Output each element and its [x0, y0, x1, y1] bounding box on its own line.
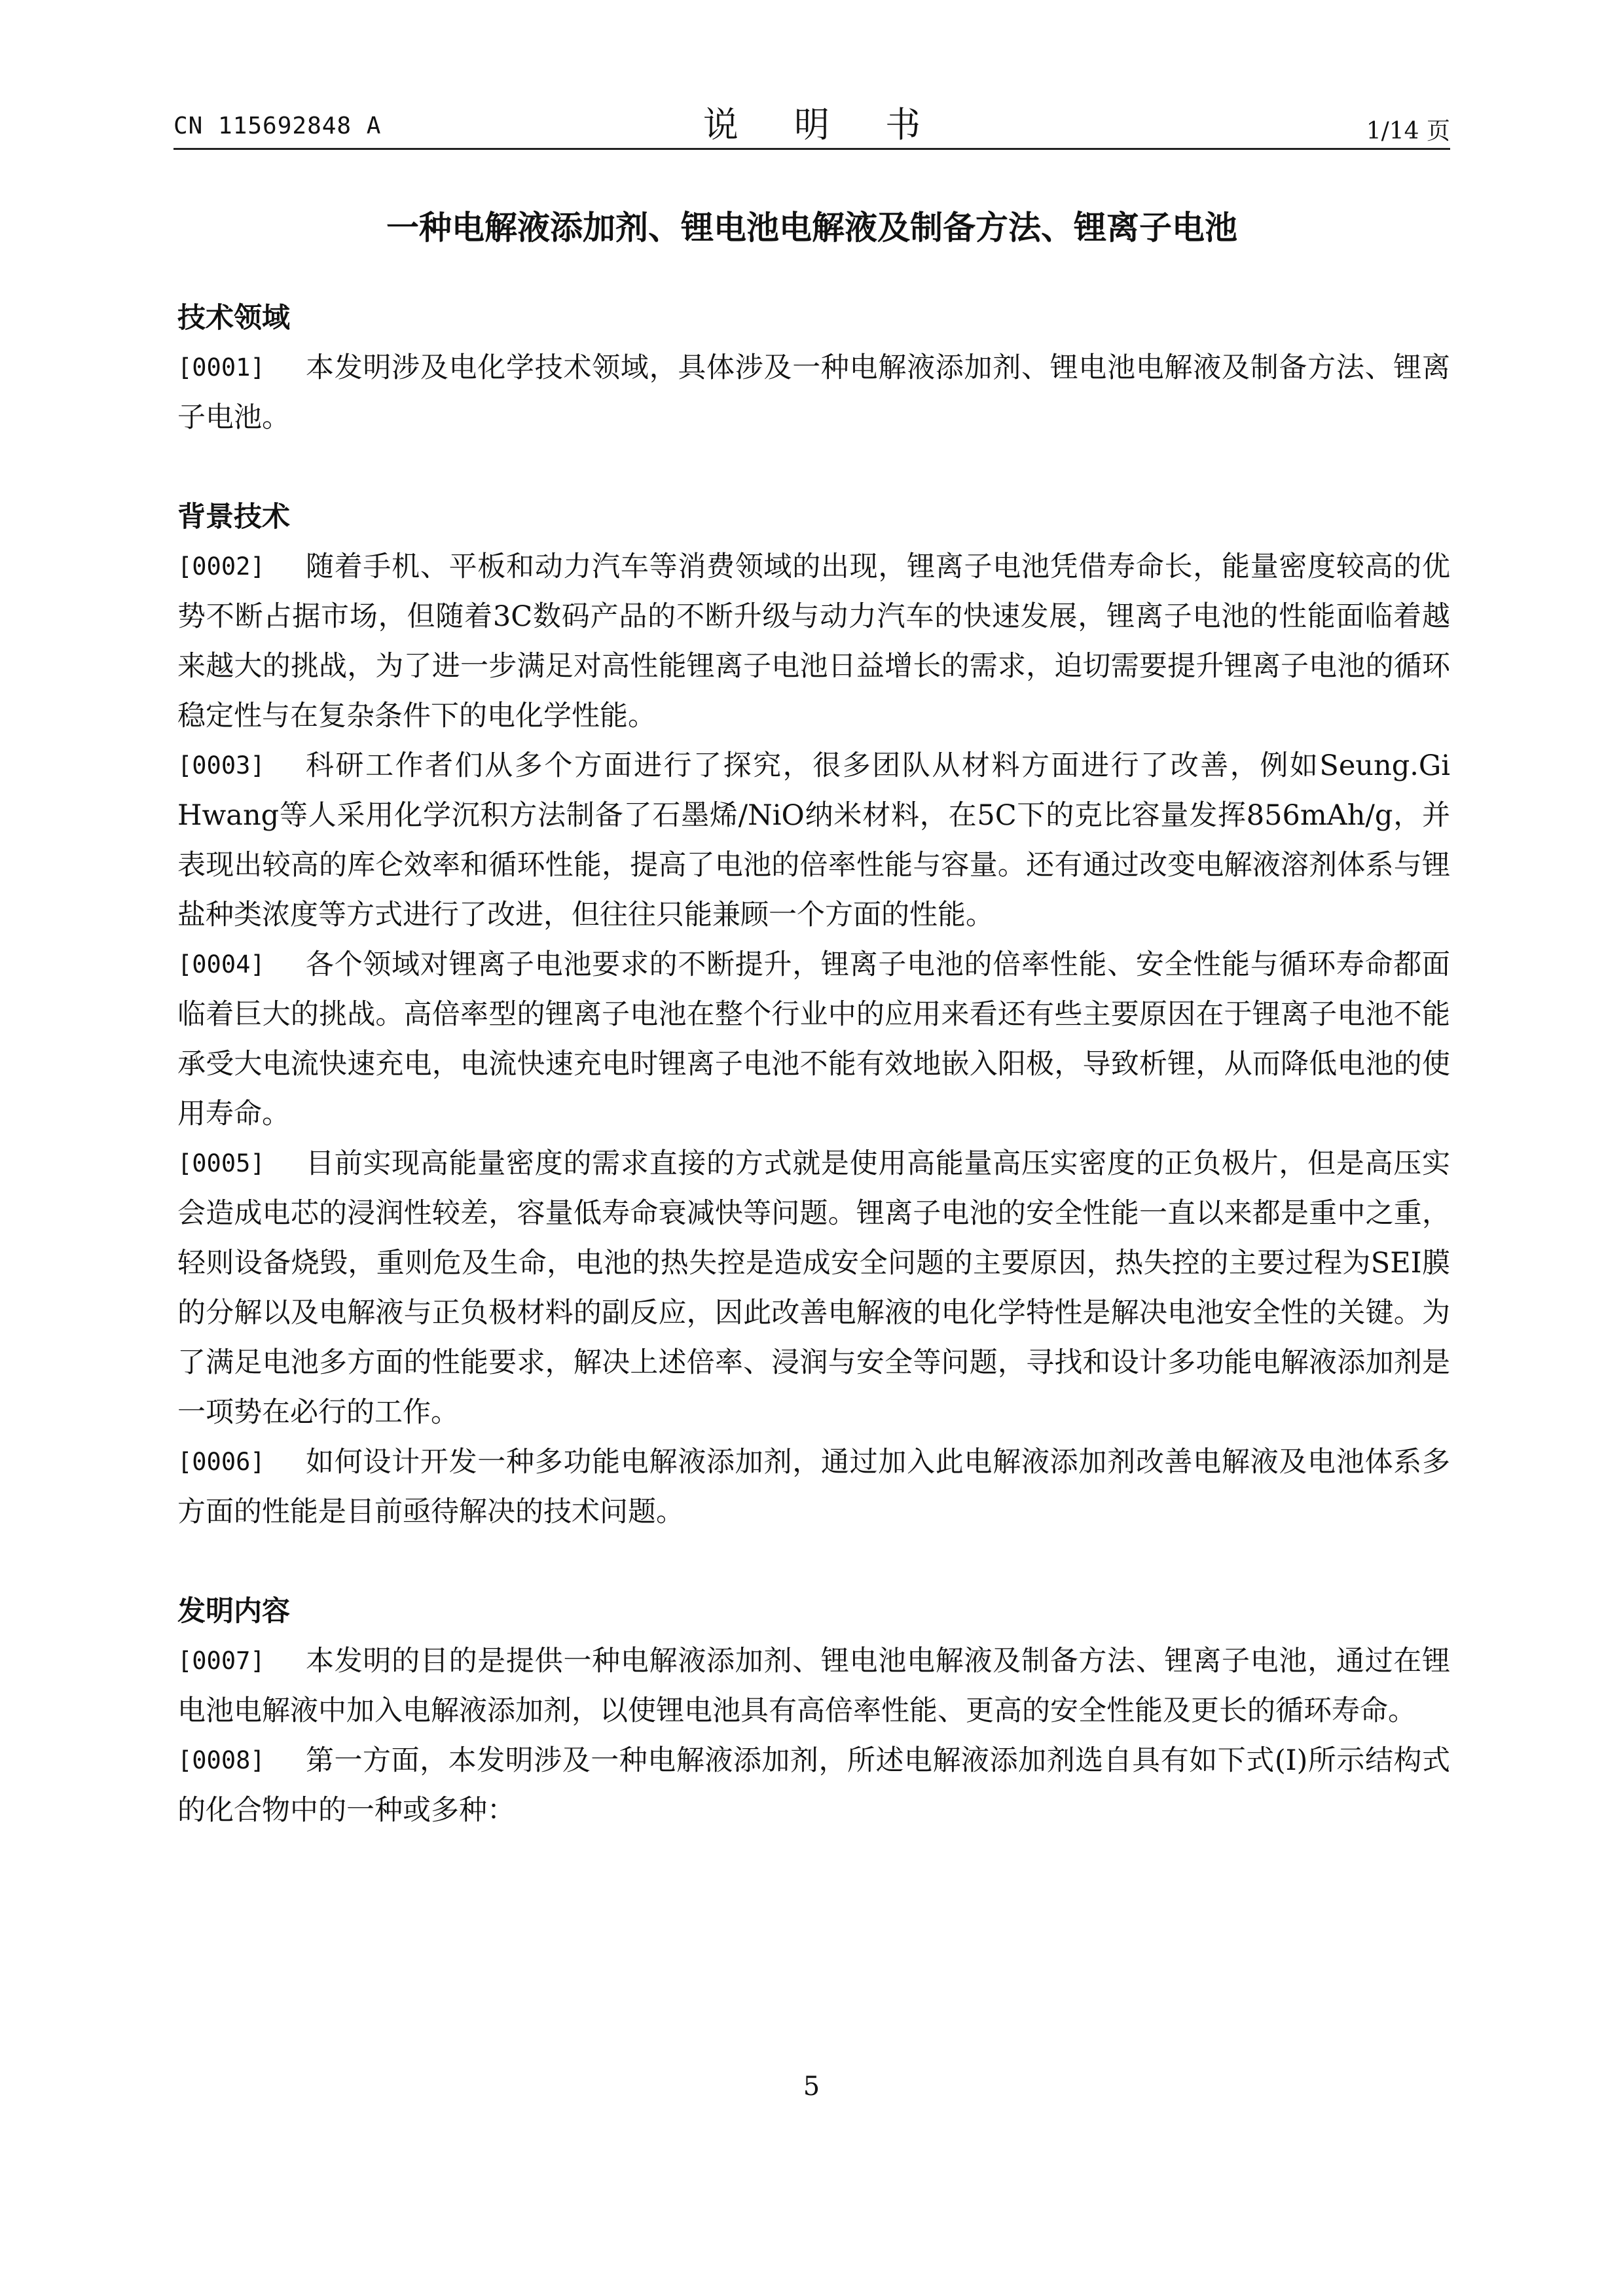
- paragraph-text: 如何设计开发一种多功能电解液添加剂，通过加入此电解液添加剂改善电解液及电池体系多方面的性能是目前亟待解决的技术问题。: [177, 1446, 1450, 1528]
- paragraph-number: [0007]: [177, 1647, 265, 1675]
- header-divider: [173, 148, 1450, 150]
- paragraph-text: 各个领域对锂离子电池要求的不断提升，锂离子电池的倍率性能、安全性能与循环寿命都面临着巨大的挑战。高倍率型的锂离子电池在整个行业中的应用来看还有些主要原因在于锂离子电池不能承受大电流快速充电，电流快速充电时锂离子电池不能有效地嵌入阳极，导致析锂，从而降低电池的使用寿命。: [177, 948, 1450, 1130]
- paragraph: [177, 741, 1450, 940]
- paragraph-text: 本发明的目的是提供一种电解液添加剂、锂电池电解液及制备方法、锂离子电池，通过在锂电池电解液中加入电解液添加剂，以使锂电池具有高倍率性能、更高的安全性能及更长的循环寿命。: [177, 1645, 1450, 1727]
- paragraph: [177, 1736, 1450, 1835]
- paragraph-number: [0002]: [177, 552, 265, 581]
- paragraph-number: [0008]: [177, 1746, 265, 1774]
- paragraph-number: [0006]: [177, 1448, 265, 1476]
- section-heading-summary: 发明内容: [177, 1595, 290, 1628]
- page-header: [173, 92, 1450, 154]
- paragraph-text: 科研工作者们从多个方面进行了探究，很多团队从材料方面进行了改善，例如Seung.Gi Hwang等人采用化学沉积方法制备了石墨烯/NiO纳米材料，在5C下的克比容量发挥856mAh/g，并表现出较高的库仑效率和循环性能，提高了电池的倍率性能与容量。还有通过改变电解液溶剂体系与锂盐种类浓度等方式进行了改进，但往往只能兼顾一个方面的性能。: [177, 749, 1450, 931]
- paragraph-text: 目前实现高能量密度的需求直接的方式就是使用高能量高压实密度的正负极片，但是高压实会造成电芯的浸润性较差，容量低寿命衰减快等问题。锂离子电池的安全性能一直以来都是重中之重，轻则设备烧毁，重则危及生命，电池的热失控是造成安全问题的主要原因，热失控的主要过程为SEI膜的分解以及电解液与正负极材料的副反应，因此改善电解液的电化学特性是解决电池安全性的关键。为了满足电池多方面的性能要求，解决上述倍率、浸润与安全等问题，寻找和设计多功能电解液添加剂是一项势在必行的工作。: [177, 1147, 1450, 1429]
- paragraph-number: [0005]: [177, 1149, 265, 1177]
- invention-title: 一种电解液添加剂、锂电池电解液及制备方法、锂离子电池: [386, 209, 1237, 247]
- section-heading-background: 背景技术: [177, 501, 290, 533]
- publication-number: CN 115692848 A: [173, 113, 382, 139]
- paragraph: [177, 542, 1450, 741]
- document-type-title: 说 明 书: [702, 104, 943, 145]
- paragraph-number: [0001]: [177, 353, 265, 382]
- page-count: 1/14 页: [1366, 118, 1450, 145]
- document-body: [177, 293, 1450, 1835]
- paragraph-text: 随着手机、平板和动力汽车等消费领域的出现，锂离子电池凭借寿命长，能量密度较高的优势不断占据市场，但随着3C数码产品的不断升级与动力汽车的快速发展，锂离子电池的性能面临着越来越大的挑战，为了进一步满足对高性能锂离子电池日益增长的需求，迫切需要提升锂离子电池的循环稳定性与在复杂条件下的电化学性能。: [177, 550, 1450, 732]
- page-number: 5: [803, 2072, 820, 2102]
- paragraph: [177, 1437, 1450, 1537]
- paragraph: [177, 1636, 1450, 1736]
- paragraph: [177, 1139, 1450, 1437]
- paragraph-number: [0004]: [177, 950, 265, 978]
- paragraph: [177, 940, 1450, 1139]
- section-heading-technical-field: 技术领域: [177, 302, 290, 334]
- paragraph-text: 第一方面，本发明涉及一种电解液添加剂，所述电解液添加剂选自具有如下式(I)所示结构式的化合物中的一种或多种：: [177, 1744, 1450, 1827]
- paragraph-text: 本发明涉及电化学技术领域，具体涉及一种电解液添加剂、锂电池电解液及制备方法、锂离子电池。: [177, 351, 1450, 434]
- paragraph: [177, 343, 1450, 442]
- paragraph-number: [0003]: [177, 751, 265, 780]
